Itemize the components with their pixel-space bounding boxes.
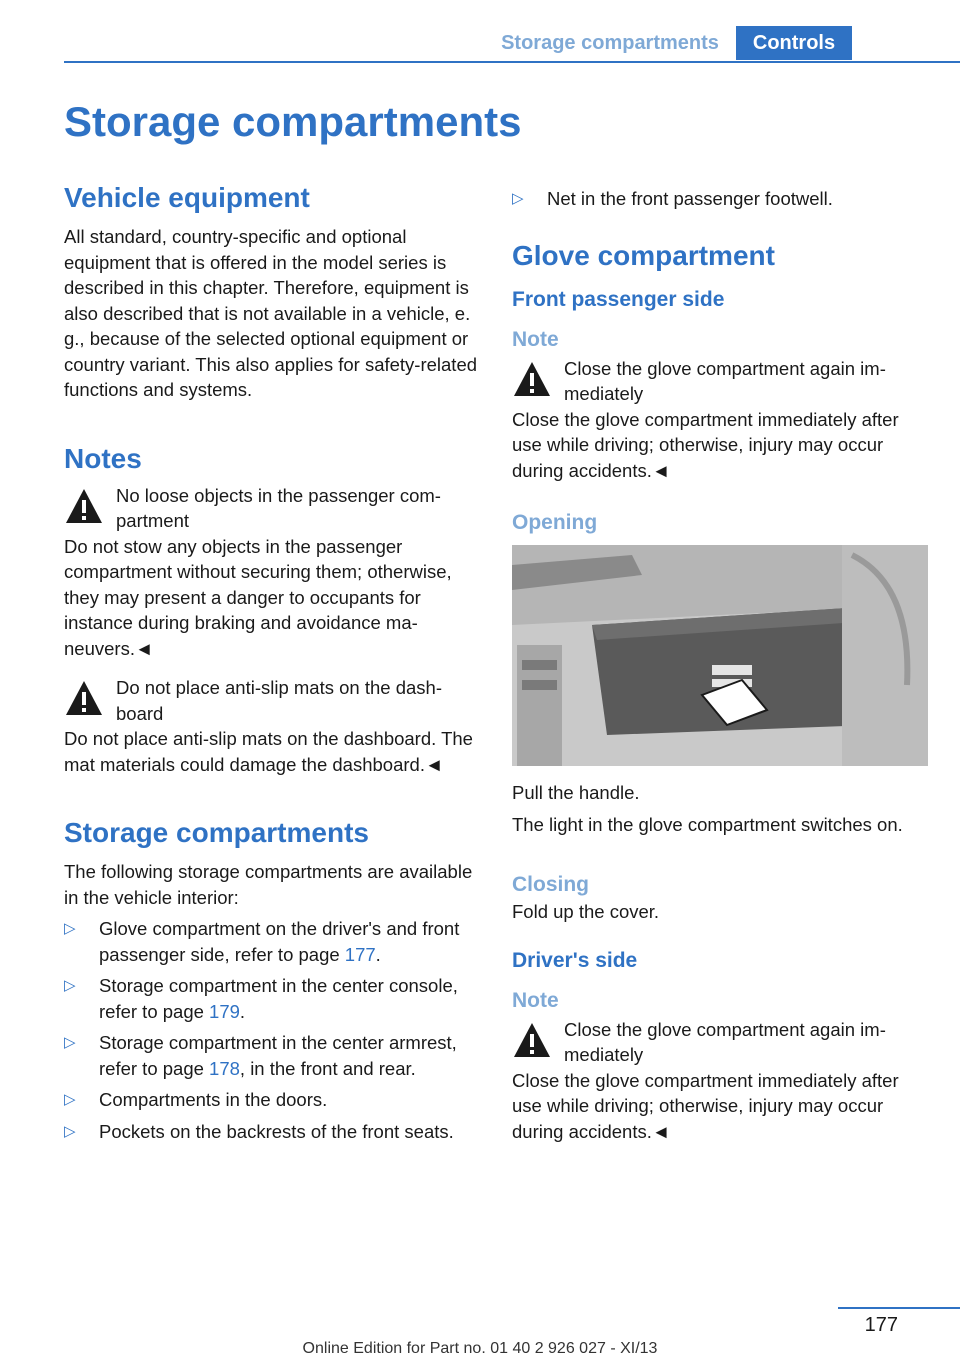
warning-text: Close the glove compartment immediately after use while driving; otherwise, injury may occur during accidents.◄	[512, 1069, 899, 1142]
note-heading: Note	[512, 327, 559, 351]
front-passenger-heading: Front passenger side	[512, 287, 725, 311]
warning-anti-slip-mats	[64, 675, 478, 726]
header-rule	[64, 61, 960, 63]
warning-triangle-icon	[64, 679, 104, 717]
warning-title: Close the glove compartment again immediately	[564, 357, 886, 404]
running-header-chapter: Controls	[736, 26, 852, 60]
vehicle-equipment-heading: Vehicle equipment	[64, 182, 310, 213]
bullet-icon: ▷	[64, 1034, 76, 1051]
warning-triangle-icon	[512, 1021, 552, 1059]
bullet-icon: ▷	[64, 1091, 76, 1108]
page-number: 177	[864, 1314, 898, 1336]
warning-title: Do not place anti-slip mats on the dashboard	[116, 677, 442, 724]
closing-heading: Closing	[512, 873, 589, 896]
bullet-icon: ▷	[64, 920, 76, 937]
page-link[interactable]: 178	[209, 1057, 240, 1079]
notes-heading: Notes	[64, 442, 142, 474]
storage-compartments-heading: Storage compartments	[64, 817, 369, 848]
bullet-icon: ▷	[64, 977, 76, 994]
warning-title: No loose objects in the passenger compartment	[116, 484, 441, 531]
page-title: Storage compartments	[64, 98, 522, 145]
list-item: ▷ Net in the front passenger footwell.	[512, 186, 928, 212]
list-item: ▷ Compartments in the doors.	[64, 1087, 478, 1113]
warning-text: Close the glove compartment immediately after use while driving; otherwise, injury may occur during accidents.◄	[512, 408, 899, 481]
list-item: ▷ Glove compartment on the driver's and front passenger side, refer to page 177.	[64, 918, 460, 965]
list-item: ▷ Storage compartment in the center armrest, refer to page 178, in the front and rear.	[64, 1032, 457, 1079]
list-item: ▷ Storage compartment in the center console, refer to page 179.	[64, 975, 458, 1022]
warning-close-glove-compartment	[512, 356, 928, 407]
opening-step-2: The light in the glove compartment switches on.	[512, 813, 903, 835]
storage-list-continued	[512, 186, 928, 212]
opening-heading: Opening	[512, 511, 598, 534]
warning-triangle-icon	[64, 487, 104, 525]
warning-text: Do not stow any objects in the passenger compartment without securing them; otherwise, they may present a danger to occupants for instance during braking and avoidance maneuvers.◄	[64, 535, 452, 659]
drivers-side-heading: Driver's side	[512, 948, 638, 972]
warning-text: Do not place anti-slip mats on the dashboard. The mat materials could damage the dashboard.◄	[64, 728, 473, 775]
bullet-icon: ▷	[512, 190, 524, 207]
edition-footer: Online Edition for Part no. 01 40 2 926 027 - XI/13	[302, 1340, 658, 1357]
warning-triangle-icon	[512, 360, 552, 398]
right-column	[512, 180, 928, 1144]
warning-title: Close the glove compartment again immediately	[564, 1018, 886, 1065]
storage-list	[64, 916, 478, 1144]
left-column	[64, 180, 478, 1150]
warning-close-glove-compartment-driver	[512, 1017, 928, 1068]
note-heading: Note	[512, 988, 559, 1012]
bullet-icon: ▷	[64, 1122, 76, 1140]
glove-compartment-heading: Glove compartment	[512, 239, 775, 271]
page-link[interactable]: 179	[209, 1000, 240, 1022]
vehicle-equipment-text: All standard, country-specific and optional equipment that is offered in the model series is described in this chapter. Therefore, equipment is also described that is not available in a vehicle, e. g., because of the selected optional equipment or country variant. This also applies for safety-related functions and systems.	[64, 226, 478, 400]
footer-rule	[838, 1307, 960, 1309]
opening-step-1: Pull the handle.	[512, 782, 640, 803]
storage-intro: The following storage compartments are available in the vehicle interior:	[64, 861, 473, 908]
glove-compartment-photo	[512, 545, 928, 766]
page-link[interactable]: 177	[344, 943, 376, 965]
running-header-section: Storage compartments	[501, 32, 719, 54]
list-item: ▷ Pockets on the backrests of the front seats.	[64, 1119, 478, 1145]
warning-loose-objects	[64, 483, 478, 534]
closing-text: Fold up the cover.	[512, 901, 660, 922]
